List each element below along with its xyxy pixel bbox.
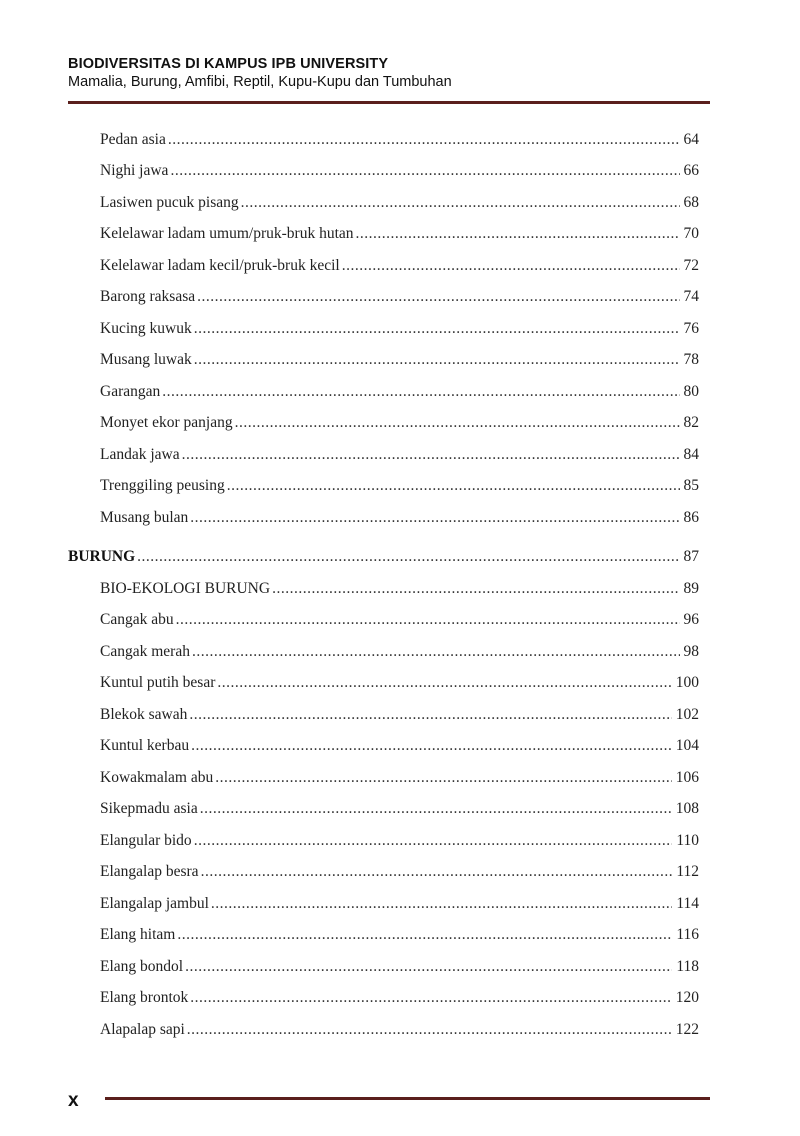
dot-leader bbox=[168, 131, 680, 149]
dot-leader bbox=[227, 477, 680, 495]
toc-entry[interactable] bbox=[68, 194, 699, 218]
dot-leader bbox=[185, 958, 672, 976]
toc-entry-page: 74 bbox=[683, 288, 699, 305]
toc-entry[interactable] bbox=[68, 863, 699, 887]
toc-entry-page: 80 bbox=[683, 383, 699, 400]
toc-entry-page: 64 bbox=[683, 131, 699, 148]
toc-entry-label: Kelelawar ladam umum/pruk-bruk hutan bbox=[100, 225, 354, 242]
toc-entry[interactable] bbox=[68, 580, 699, 604]
toc-entry-label: Elangalap jambul bbox=[100, 895, 209, 912]
toc-entry-page: 112 bbox=[676, 863, 699, 880]
dot-leader bbox=[194, 832, 673, 850]
toc-entry[interactable] bbox=[68, 509, 699, 533]
toc-entry-label: Alapalap sapi bbox=[100, 1021, 185, 1038]
toc-entry[interactable] bbox=[68, 162, 699, 186]
toc-entry-label: BURUNG bbox=[68, 548, 136, 565]
toc-entry-label: Elangular bido bbox=[100, 832, 192, 849]
dot-leader bbox=[190, 989, 672, 1007]
dot-leader bbox=[182, 446, 680, 464]
toc-entry-page: 84 bbox=[683, 446, 699, 463]
toc-entry[interactable] bbox=[68, 414, 699, 438]
toc-entry[interactable] bbox=[68, 257, 699, 281]
dot-leader bbox=[177, 926, 672, 944]
toc-entry[interactable] bbox=[68, 706, 699, 730]
toc-entry[interactable] bbox=[68, 383, 699, 407]
header-divider bbox=[68, 101, 710, 104]
toc-entry-label: Barong raksasa bbox=[100, 288, 196, 305]
toc-entry-label: Musang luwak bbox=[100, 351, 192, 368]
dot-leader bbox=[215, 769, 672, 787]
toc-entry[interactable] bbox=[68, 674, 699, 698]
dot-leader bbox=[191, 737, 672, 755]
toc-entry-page: 110 bbox=[676, 832, 699, 849]
toc-entry-page: 87 bbox=[683, 548, 699, 565]
footer-divider bbox=[105, 1097, 710, 1100]
dot-leader bbox=[241, 194, 680, 212]
dot-leader bbox=[176, 611, 680, 629]
toc-entry-label: Cangak merah bbox=[100, 643, 190, 660]
dot-leader bbox=[272, 580, 679, 598]
page-number: x bbox=[68, 1090, 79, 1111]
toc-entry-label: Elangalap besra bbox=[100, 863, 199, 880]
book-title: BIODIVERSITAS DI KAMPUS IPB UNIVERSITY bbox=[68, 56, 389, 72]
toc-entry-page: 89 bbox=[683, 580, 699, 597]
toc-entry-label: Garangan bbox=[100, 383, 161, 400]
dot-leader bbox=[211, 895, 672, 913]
dot-leader bbox=[187, 1021, 672, 1039]
toc-entry-page: 82 bbox=[683, 414, 699, 431]
dot-leader bbox=[197, 288, 679, 306]
dot-leader bbox=[217, 674, 671, 692]
toc-entry-page: 114 bbox=[676, 895, 699, 912]
toc-entry[interactable] bbox=[68, 320, 699, 344]
dot-leader bbox=[200, 800, 672, 818]
book-subtitle: Mamalia, Burung, Amfibi, Reptil, Kupu-Kupu dan Tumbuhan bbox=[68, 74, 452, 90]
toc-entry-page: 96 bbox=[683, 611, 699, 628]
toc-entry-label: Landak jawa bbox=[100, 446, 180, 463]
toc-entry[interactable] bbox=[68, 477, 699, 501]
toc-entry[interactable] bbox=[68, 832, 699, 856]
toc-entry-page: 116 bbox=[676, 926, 699, 943]
dot-leader bbox=[356, 225, 680, 243]
toc-entry-page: 102 bbox=[675, 706, 699, 723]
toc-entry[interactable] bbox=[68, 131, 699, 155]
toc-entry-label: Blekok sawah bbox=[100, 706, 188, 723]
toc-entry-page: 106 bbox=[675, 769, 699, 786]
toc-entry-page: 108 bbox=[675, 800, 699, 817]
toc-entry-label: Musang bulan bbox=[100, 509, 189, 526]
toc-entry-label: Trenggiling peusing bbox=[100, 477, 225, 494]
toc-entry-label: BIO-EKOLOGI BURUNG bbox=[100, 580, 271, 597]
dot-leader bbox=[137, 548, 679, 566]
dot-leader bbox=[201, 863, 673, 881]
toc-entry-label: Kuntul kerbau bbox=[100, 737, 190, 754]
dot-leader bbox=[235, 414, 680, 432]
toc-entry-page: 118 bbox=[676, 958, 699, 975]
toc-entry-page: 68 bbox=[683, 194, 699, 211]
toc-entry-label: Nighi jawa bbox=[100, 162, 169, 179]
toc-entry-page: 66 bbox=[683, 162, 699, 179]
toc-entry[interactable] bbox=[68, 225, 699, 249]
toc-entry[interactable] bbox=[68, 737, 699, 761]
toc-section-entry[interactable] bbox=[68, 548, 699, 572]
toc-entry[interactable] bbox=[68, 643, 699, 667]
toc-entry[interactable] bbox=[68, 351, 699, 375]
toc-entry-label: Kuntul putih besar bbox=[100, 674, 216, 691]
dot-leader bbox=[162, 383, 679, 401]
running-header bbox=[68, 56, 710, 91]
toc-entry-page: 72 bbox=[683, 257, 699, 274]
dot-leader bbox=[192, 643, 680, 661]
toc-entry[interactable] bbox=[68, 611, 699, 635]
toc-entry-page: 76 bbox=[683, 320, 699, 337]
dot-leader bbox=[342, 257, 680, 275]
toc-entry-page: 85 bbox=[683, 477, 699, 494]
toc-entry-page: 120 bbox=[675, 989, 699, 1006]
dot-leader bbox=[189, 706, 671, 724]
toc-entry-label: Cangak abu bbox=[100, 611, 174, 628]
toc-entry-page: 78 bbox=[683, 351, 699, 368]
toc-entry-page: 100 bbox=[675, 674, 699, 691]
toc-entry[interactable] bbox=[68, 769, 699, 793]
dot-leader bbox=[190, 509, 679, 527]
toc-entry[interactable] bbox=[68, 446, 699, 470]
toc-entry-label: Monyet ekor panjang bbox=[100, 414, 233, 431]
toc-entry[interactable] bbox=[68, 895, 699, 919]
toc-entry[interactable] bbox=[68, 288, 699, 312]
toc-entry-label: Kucing kuwuk bbox=[100, 320, 192, 337]
toc-entry-page: 70 bbox=[683, 225, 699, 242]
toc-entry[interactable] bbox=[68, 926, 699, 950]
toc-entry[interactable] bbox=[68, 1021, 699, 1045]
dot-leader bbox=[194, 320, 680, 338]
toc-entry[interactable] bbox=[68, 989, 699, 1013]
toc-entry-label: Elang brontok bbox=[100, 989, 189, 1006]
toc-entry[interactable] bbox=[68, 800, 699, 824]
dot-leader bbox=[170, 162, 679, 180]
toc-entry-label: Kowakmalam abu bbox=[100, 769, 214, 786]
toc-entry-label: Pedan asia bbox=[100, 131, 166, 148]
toc-entry-label: Kelelawar ladam kecil/pruk-bruk kecil bbox=[100, 257, 340, 274]
toc-entry-page: 98 bbox=[683, 643, 699, 660]
toc-entry-page: 86 bbox=[683, 509, 699, 526]
dot-leader bbox=[194, 351, 680, 369]
toc-entry-label: Sikepmadu asia bbox=[100, 800, 198, 817]
toc-entry-page: 104 bbox=[675, 737, 699, 754]
toc-entry-label: Elang bondol bbox=[100, 958, 184, 975]
toc-entry-page: 122 bbox=[675, 1021, 699, 1038]
toc-entry-label: Elang hitam bbox=[100, 926, 176, 943]
toc-entry[interactable] bbox=[68, 958, 699, 982]
toc-entry-label: Lasiwen pucuk pisang bbox=[100, 194, 239, 211]
